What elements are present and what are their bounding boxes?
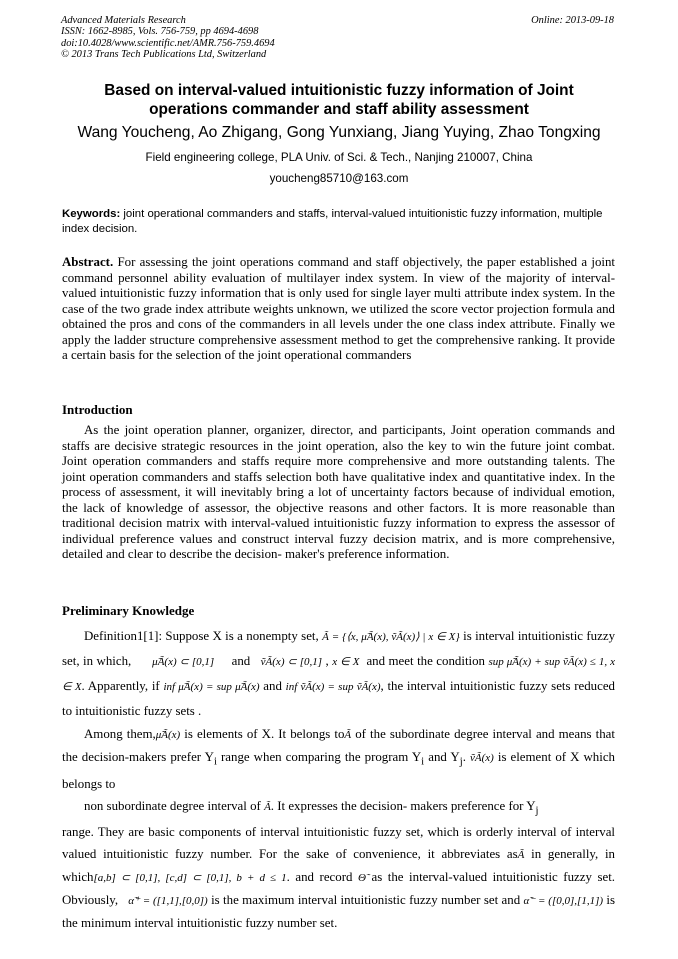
record-text-2: as the interval-valued intuitionistic fuzzy set. Obviously,	[62, 870, 616, 908]
journal-name: Advanced Materials Research	[61, 15, 186, 26]
record-text: . and record	[286, 870, 353, 885]
keywords	[62, 207, 615, 237]
alpha-min-math: α̃⁻ = ([0,0],[1,1])	[523, 895, 604, 908]
inf-mu-math: inf μ̃Ã(x) = sup μ̃Ã(x)	[163, 681, 260, 693]
theta-math: Θ̃	[358, 872, 366, 885]
alpha-max-math: α̃⁺ = ([1,1],[0,0])	[128, 895, 208, 908]
subscript-i-2: i	[421, 755, 425, 768]
among-text: Among them,	[84, 727, 156, 741]
period: .	[462, 750, 466, 764]
and-word: and	[231, 654, 251, 668]
abstract-text: For assessing the joint operations command and staff objectively, the paper established a joint command personnel ability evaluation of multilayer index system. In view of the majority of interval-valued intuitionistic fuzzy information that is only used for single layer multi attribute index system. In the case of the two grade index attribute weights unknown, we utilized the score vector projection formula and obtained the pros and cons of the commanders in all levels under the one class index attribute. Finally we apply the ladder structure comprehensive assessment method to get the comprehensive ranking. It provide a certain basis for the selection of the joint operational commanders	[62, 255, 615, 362]
doi-line: doi:10.4028/www.scientific.net/AMR.756-759.4694	[61, 37, 275, 49]
affiliation: Field engineering college, PLA Univ. of Sci. & Tech., Nanjing 210007, China	[145, 151, 533, 164]
v-element-math: ṽÃ(x)	[470, 752, 494, 764]
title-line-1: Based on interval-valued intuitionistic fuzzy information of Joint	[104, 82, 574, 99]
inf-v-math: inf ṽÃ(x) = sup ṽÃ(x)	[285, 681, 381, 693]
among-text-6: is element of X which belongs to	[62, 750, 615, 791]
nonsub-paragraph	[62, 795, 615, 822]
subscript-i: i	[213, 755, 217, 768]
nonsub-continued	[62, 821, 615, 934]
among-paragraph	[62, 723, 615, 795]
paper-title	[40, 81, 638, 119]
email-link[interactable]: youcheng85710@163.com	[269, 172, 409, 185]
preliminary-heading: Preliminary Knowledge	[62, 603, 195, 618]
abstract-label: Abstract.	[62, 255, 114, 269]
among-text-4: range when comparing the program Y	[216, 750, 422, 764]
authors: Wang Youcheng, Ao Zhigang, Gong Yunxiang, Jiang Yuying, Zhao Tongxing	[77, 124, 601, 141]
subscript-j: j	[459, 755, 463, 768]
definition-text: Definition1[1]: Suppose X is a nonempty set,	[84, 629, 319, 643]
issn-line: ISSN: 1662-8985, Vols. 756-759, pp 4694-4698	[61, 26, 259, 38]
mu-range-math: μ̃Ã(x) ⊂ [0,1]	[152, 656, 215, 668]
introduction-text: As the joint operation planner, organizer, director, and participants, Joint operation commands and staffs are decisive strategic resources in the joint operation, also the key to win the future joint combat. Joint operation commanders and staffs require more comprehensive and more outstanding talents. The joint operation commanders and staffs selection both have qualitative index and quantitative index. In the process of assessment, it will inevitably bring a lot of uncertainty factors because of individual emotion, the lack of knowledge of assessor, the objective reasons and other factors. It is more reasonable than traditional decision matrix with interval-valued intuitionistic fuzzy information to express the assessor of individual preference values and construct interval fuzzy decision matrix, and is more comprehensive, detailed and clear to describe the decision- maker's preference information.	[62, 423, 615, 561]
v-range-math: ṽÃ(x) ⊂ [0,1]	[260, 656, 323, 668]
which-math: [a,b] ⊂ [0,1], [c,d] ⊂ [0,1], b + d ≤ 1	[93, 872, 287, 885]
among-text-5: and Y	[424, 750, 460, 764]
max-text: is the maximum interval intuitionistic fuzzy number set and	[207, 893, 521, 908]
sup-condition-math: sup μ̃Ã(x) + sup ṽÃ(x) ≤ 1, x ∈ X	[62, 656, 615, 693]
nonsub-text-2: . It expresses the decision- makers preference for Y	[270, 798, 536, 813]
journal-info	[61, 15, 275, 61]
introduction-heading: Introduction	[62, 402, 133, 417]
mu-element-math: μ̃Ã(x)	[155, 729, 181, 741]
nonsub-text-4: in generally, in which	[62, 847, 616, 885]
title-line-2: operations commander and staff ability assessment	[149, 101, 529, 118]
definition-text-2: is interval intuitionistic fuzzy set, in which,	[62, 629, 616, 668]
abstract	[62, 255, 615, 364]
set-definition-math: Ã = {⟨x, μ̃Ã(x), ṽÃ(x)⟩ | x ∈ X}	[322, 631, 460, 643]
copyright-line: © 2013 Trans Tech Publications Ltd, Switzerland	[61, 49, 267, 61]
keywords-text: joint operational commanders and staffs, interval-valued intuitionistic fuzzy information, multiple index decision.	[62, 208, 603, 235]
online-date: Online: 2013-09-18	[531, 15, 614, 26]
and-word-2: and	[263, 679, 282, 693]
a-tilde-math-3: Ã	[517, 849, 525, 862]
nonsub-text: non subordinate degree interval of	[84, 798, 261, 813]
meet-condition-text: and meet the condition	[366, 654, 485, 668]
among-text-2: is elements of X. It belongs to	[180, 727, 345, 741]
nonsub-text-3: range. They are basic components of interval intuitionistic fuzzy set, which is orderly interval of interval valued intuitionistic fuzzy number. For the sake of convenience, it abbreviates as	[62, 825, 615, 862]
a-tilde-math: Ã	[344, 729, 352, 741]
min-text: is the minimum interval intuitionistic fuzzy number set.	[62, 893, 615, 931]
definition-paragraph: Definition1[1]: Suppose X is a nonempty set, Ã = {⟨x, μ̃Ã(x), ṽÃ(x)⟩ | x ∈ X} is interval intuitionistic fuzzy set, in which, μ̃Ã(x) ⊂ [0,1] and ṽÃ(x) ⊂ [0,1] , x ∈ X and meet the condition sup μ̃Ã(x) + sup ṽÃ(x) ≤ 1, x ∈ X. Apparently, if inf μ̃Ã(x) = sup μ̃Ã(x) and inf ṽÃ(x) = sup ṽÃ(x), the interval intuitionistic fuzzy sets reduced to intuitionistic fuzzy sets .	[62, 629, 616, 718]
preliminary-body	[62, 624, 615, 934]
a-tilde-math-2: Ã	[264, 800, 271, 813]
among-text-3: of the subordinate degree interval and means that the decision-makers prefer Y	[62, 727, 615, 764]
subscript-j-2: j	[535, 804, 539, 817]
x-in-math: x ∈ X	[332, 656, 360, 668]
keywords-label: Keywords:	[62, 208, 121, 220]
reduced-text: , the interval intuitionistic fuzzy sets reduced to intuitionistic fuzzy sets .	[62, 679, 616, 718]
apparently-text: . Apparently, if	[81, 679, 160, 693]
